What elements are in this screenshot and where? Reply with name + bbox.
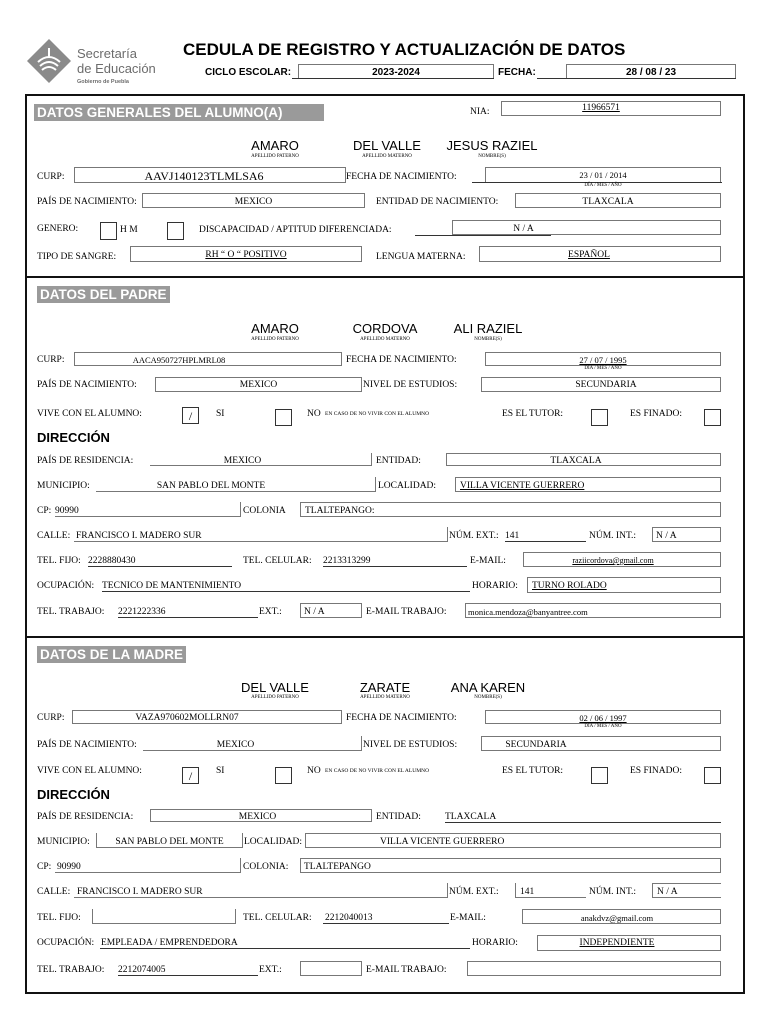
nia-label: NIA: (470, 107, 490, 117)
madre-localidad-value[interactable]: VILLA VICENTE GUERRERO (380, 837, 505, 847)
madre-finado-checkbox[interactable] (704, 767, 721, 784)
madre-tutor-label: ES EL TUTOR: (502, 766, 564, 776)
padre-estudios-label: NIVEL DE ESTUDIOS: (363, 380, 458, 390)
entidad-label: ENTIDAD DE NACIMIENTO: (376, 197, 499, 207)
padre-residencia-label: PAÍS DE RESIDENCIA: (37, 456, 134, 466)
madre-municipio-label: MUNICIPIO: (37, 837, 90, 847)
madre-pais-value[interactable]: MEXICO (216, 740, 255, 750)
padre-numext-value[interactable]: 141 (505, 531, 520, 541)
education-logo-icon (26, 38, 72, 84)
padre-telfijo-value[interactable]: 2228880430 (88, 556, 136, 566)
madre-teltrabajo-value[interactable]: 2212074005 (118, 965, 166, 975)
ciclo-label: CICLO ESCOLAR: (205, 67, 292, 78)
madre-fnac-caption: DÍA / MES / AÑO (584, 724, 622, 729)
madre-colonia-value[interactable]: TLALTEPANGO (304, 862, 371, 872)
padre-apellido-paterno: AMARO (251, 321, 299, 336)
madre-no-label: NO (307, 766, 321, 776)
fnac-label: FECHA DE NACIMIENTO: (346, 172, 457, 182)
padre-municipio-label: MUNICIPIO: (37, 481, 90, 491)
madre-apellido-paterno: DEL VALLE (241, 680, 309, 695)
padre-ocupacion-label: OCUPACIÓN: (37, 581, 95, 591)
madre-heading: DATOS DE LA MADRE (37, 646, 186, 663)
padre-celular-value[interactable]: 2213313299 (323, 556, 371, 566)
madre-fnac-label: FECHA DE NACIMIENTO: (346, 713, 457, 723)
padre-calle-label: CALLE: (37, 531, 71, 541)
padre-fnac-label: FECHA DE NACIMIENTO: (346, 355, 457, 365)
padre-numint-value[interactable]: N / A (656, 531, 677, 541)
madre-ext-label: EXT.: (259, 965, 282, 975)
padre-emailtrab-label: E-MAIL TRABAJO: (366, 607, 447, 617)
padre-localidad-value[interactable]: VILLA VICENTE GUERRERO (460, 481, 585, 491)
lengua-value[interactable]: ESPAÑOL (568, 250, 610, 260)
padre-horario-label: HORARIO: (472, 581, 518, 591)
madre-emailtrab-label: E-MAIL TRABAJO: (366, 965, 447, 975)
genero-h-checkbox[interactable] (100, 222, 117, 240)
padre-email-label: E-MAIL: (470, 556, 506, 566)
padre-no-note: EN CASO DE NO VIVIR CON EL ALUMNO (325, 411, 430, 417)
padre-cp-label: CP: (37, 506, 52, 516)
madre-residencia-value[interactable]: MEXICO (238, 812, 277, 822)
madre-vive-si-checkbox[interactable] (182, 767, 199, 784)
madre-no-note: EN CASO DE NO VIVIR CON EL ALUMNO (325, 768, 430, 774)
pais-label: PAÍS DE NACIMIENTO: (37, 197, 137, 207)
padre-localidad-label: LOCALIDAD: (378, 481, 437, 491)
madre-finado-label: ES FINADO: (630, 766, 682, 776)
madre-pais-label: PAÍS DE NACIMIENTO: (37, 740, 137, 750)
padre-direccion-label: DIRECCIÓN (37, 430, 110, 445)
fecha-label: FECHA: (498, 67, 536, 78)
padre-numext-label: NÚM. EXT.: (449, 531, 499, 541)
padre-cp-value[interactable]: 90990 (55, 506, 79, 516)
madre-calle-label: CALLE: (37, 887, 71, 897)
madre-curp-label: CURP: (37, 713, 65, 723)
padre-teltrabajo-value[interactable]: 2221222336 (118, 607, 166, 617)
sangre-label: TIPO DE SANGRE: (37, 252, 117, 262)
padre-numint-label: NÚM. INT.: (589, 531, 637, 541)
page-title: CEDULA DE REGISTRO Y ACTUALIZACIÓN DE DATOS (183, 40, 626, 59)
madre-entidad-value[interactable]: TLAXCALA (445, 812, 497, 822)
ciclo-value[interactable]: 2023-2024 (372, 67, 420, 78)
madre-localidad-label: LOCALIDAD: (244, 837, 303, 847)
madre-colonia-label: COLONIA: (243, 862, 289, 872)
madre-horario-label: HORARIO: (472, 938, 518, 948)
curp-value[interactable]: AAVJ140123TLMLSA6 (144, 169, 264, 183)
madre-numext-value[interactable]: 141 (520, 887, 535, 897)
padre-vive-si-checkbox[interactable] (182, 407, 199, 424)
padre-teltrabajo-label: TEL. TRABAJO: (37, 607, 105, 617)
caption-nombres: NOMBRE(S) (474, 695, 502, 700)
discap-label: DISCAPACIDAD / APTITUD DIFERENCIADA: (199, 225, 392, 235)
padre-ocupacion-value[interactable]: TECNICO DE MANTENIMIENTO (102, 581, 242, 591)
padre-fnac-caption: DÍA / MES / AÑO (584, 366, 622, 371)
madre-si-label: SI (216, 766, 225, 776)
padre-curp-label: CURP: (37, 355, 65, 365)
padre-entidad-value[interactable]: TLAXCALA (550, 456, 602, 466)
fecha-value[interactable]: 28 / 08 / 23 (625, 67, 677, 78)
padre-pais-label: PAÍS DE NACIMIENTO: (37, 380, 137, 390)
caption-paterno: APELLIDO PATERNO (251, 695, 299, 700)
madre-fnac-value[interactable]: 02 / 06 / 1997 (579, 713, 627, 723)
padre-curp-value[interactable]: AACA950727HPLMRL08 (132, 355, 226, 365)
padre-vive-no-checkbox[interactable] (275, 409, 292, 426)
madre-cp-label: CP: (37, 862, 52, 872)
alumno-heading: DATOS GENERALES DEL ALUMNO(A) (34, 104, 324, 121)
fnac-caption: DÍA / MES / AÑO (584, 183, 622, 188)
padre-no-label: NO (307, 409, 321, 419)
madre-email-value[interactable]: anakdvz@gmail.com (580, 913, 654, 923)
logo-line3: Gobierno de Puebla (77, 79, 129, 85)
nia-value[interactable]: 11966571 (582, 103, 620, 113)
padre-si-label: SI (216, 409, 225, 419)
caption-materno: APELLIDO MATERNO (360, 337, 410, 342)
padre-telfijo-label: TEL. FIJO: (37, 556, 81, 566)
madre-email-label: E-MAIL: (450, 913, 486, 923)
lengua-label: LENGUA MATERNA: (376, 252, 466, 262)
caption-paterno: APELLIDO PATERNO (251, 154, 299, 159)
madre-estudios-label: NIVEL DE ESTUDIOS: (363, 740, 458, 750)
alumno-nombres: JESUS RAZIEL (446, 138, 538, 153)
madre-numint-label: NÚM. INT.: (589, 887, 637, 897)
genero-label: GENERO: (37, 224, 79, 234)
padre-finado-checkbox[interactable] (704, 409, 721, 426)
madre-residencia-label: PAÍS DE RESIDENCIA: (37, 812, 134, 822)
caption-paterno: APELLIDO PATERNO (251, 337, 299, 342)
madre-apellido-materno: ZARATE (359, 680, 411, 695)
sangre-value[interactable]: RH “ O “ POSITIVO (205, 250, 287, 260)
padre-colonia-label: COLONIA (243, 506, 286, 516)
padre-municipio-value[interactable]: SAN PABLO DEL MONTE (156, 481, 266, 491)
madre-vive-no-checkbox[interactable] (275, 767, 292, 784)
madre-tutor-checkbox[interactable] (591, 767, 608, 784)
caption-nombres: NOMBRE(S) (478, 154, 506, 159)
padre-colonia-value[interactable]: TLALTEPANGO: (305, 506, 375, 516)
genero-options: H M (120, 225, 138, 235)
pais-value[interactable]: MEXICO (234, 197, 273, 207)
padre-finado-label: ES FINADO: (630, 409, 682, 419)
madre-curp-value[interactable]: VAZA970602MOLLRN07 (135, 713, 239, 723)
madre-vive-mark: / (188, 769, 193, 783)
madre-nombres: ANA KAREN (450, 680, 526, 695)
padre-residencia-value[interactable]: MEXICO (223, 456, 262, 466)
padre-tutor-label: ES EL TUTOR: (502, 409, 564, 419)
madre-estudios-value[interactable]: SECUNDARIA (505, 740, 567, 750)
padre-tutor-checkbox[interactable] (591, 409, 608, 426)
madre-celular-value[interactable]: 2212040013 (325, 913, 373, 923)
alumno-apellido-paterno: AMARO (251, 138, 299, 153)
padre-emailtrab-value[interactable]: monica.mendoza@banyantree.com (468, 607, 588, 617)
discap-value[interactable]: N / A (513, 224, 534, 234)
fnac-value[interactable]: 23 / 01 / 2014 (579, 170, 627, 180)
padre-fnac-value[interactable]: 27 / 07 / 1995 (579, 355, 627, 365)
padre-apellido-materno: CORDOVA (352, 321, 418, 336)
genero-m-checkbox[interactable] (167, 222, 184, 240)
madre-direccion-label: DIRECCIÓN (37, 787, 110, 802)
madre-cp-value[interactable]: 90990 (57, 862, 81, 872)
padre-celular-label: TEL. CELULAR: (243, 556, 312, 566)
madre-celular-label: TEL. CELULAR: (243, 913, 312, 923)
madre-numint-value[interactable]: N / A (657, 887, 678, 897)
padre-pais-value[interactable]: MEXICO (239, 380, 278, 390)
padre-email-value[interactable]: raziicordova@gmail.com (572, 556, 654, 565)
caption-materno: APELLIDO MATERNO (362, 154, 412, 159)
padre-heading: DATOS DEL PADRE (37, 286, 170, 303)
madre-entidad-label: ENTIDAD: (376, 812, 421, 822)
madre-vive-label: VIVE CON EL ALUMNO: (37, 766, 142, 776)
entidad-value[interactable]: TLAXCALA (582, 197, 634, 207)
madre-numext-label: NÚM. EXT.: (449, 887, 499, 897)
curp-label: CURP: (37, 172, 65, 182)
logo-line2: de Educación (77, 61, 156, 76)
madre-ocupacion-label: OCUPACIÓN: (37, 938, 95, 948)
padre-nombres: ALI RAZIEL (453, 321, 523, 336)
madre-ocupacion-value[interactable]: EMPLEADA / EMPRENDEDORA (101, 938, 238, 948)
madre-horario-value[interactable]: INDEPENDIENTE (579, 938, 655, 948)
caption-materno: APELLIDO MATERNO (360, 695, 410, 700)
padre-ext-label: EXT.: (259, 607, 282, 617)
padre-vive-label: VIVE CON EL ALUMNO: (37, 409, 142, 419)
padre-horario-value[interactable]: TURNO ROLADO (532, 581, 607, 591)
caption-nombres: NOMBRE(S) (474, 337, 502, 342)
alumno-apellido-materno: DEL VALLE (353, 138, 421, 153)
padre-entidad-label: ENTIDAD: (376, 456, 421, 466)
madre-municipio-value[interactable]: SAN PABLO DEL MONTE (115, 837, 224, 847)
padre-ext-value[interactable]: N / A (304, 607, 325, 617)
padre-estudios-value[interactable]: SECUNDARIA (575, 380, 637, 390)
madre-calle-value[interactable]: FRANCISCO I. MADERO SUR (77, 887, 203, 897)
madre-telfijo-label: TEL. FIJO: (37, 913, 81, 923)
madre-teltrabajo-label: TEL. TRABAJO: (37, 965, 105, 975)
padre-vive-mark: / (188, 409, 193, 423)
padre-calle-value[interactable]: FRANCISCO I. MADERO SUR (76, 531, 202, 541)
logo-line1: Secretaría (77, 46, 137, 61)
